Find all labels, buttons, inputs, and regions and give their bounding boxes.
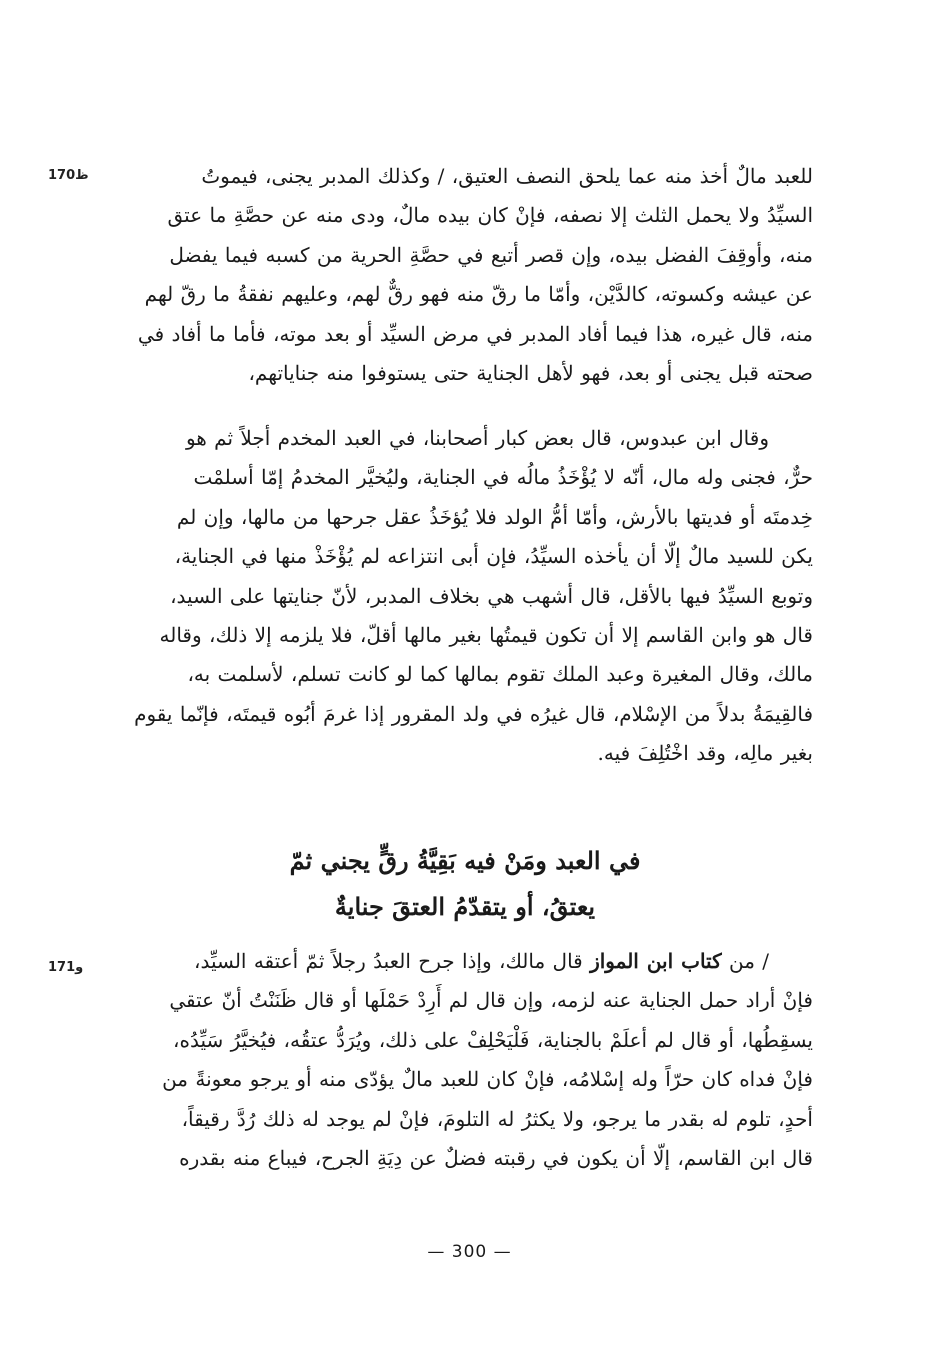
text-line: فإنْ أراد حمل الجناية عنه لزمه، وإن قال لم أَرِدْ حَمْلَها أو قال ظَنَنْتُ أنّ عتقي — [169, 988, 813, 1013]
section-heading — [117, 838, 813, 930]
text-line: قال ابن القاسم، إلّا أن يكون في رقبته فضلٌ عن دِيَةِ الجرح، فيباع منه بقدره — [179, 1146, 813, 1171]
text-line: منه، وأوقِفَ الفضل بيده، وإن قصر أتبع في حصَّةِ الحرية من كسبه فيما يفضل — [169, 242, 813, 267]
page-number: — 300 — — [427, 1242, 512, 1262]
heading-line: في العبد ومَنْ فيه بَقِيَّةُ رقٍّ يجني ثمّ — [289, 846, 641, 875]
text-segment: قال مالك، وإذا جرح العبدُ رجلاً ثمّ أعتقه السيِّد، — [193, 949, 591, 973]
text-line: مالك، وقال المغيرة وعبد الملك تقوم بمالها كما لو كانت تسلم، لأسلمت به، — [187, 662, 813, 687]
margin-folio-note: 170ظ — [48, 168, 89, 183]
text-segment: / من — [721, 949, 769, 973]
text-line: فإنْ فداه كان حرّاً وله إسْلامُه، فإنْ كان للعبد مالٌ يؤدّى منه أو يرجو معونةً من — [162, 1067, 813, 1092]
text-line: أحدٍ، تلوم له بقدر ما يرجو، ولا يكثرُ له التلومَ، فإنْ لم يوجد له ذلك رُدَّ رقيقاً، — [181, 1106, 813, 1131]
text-line: خِدمتَه أو فديتها بالأرش، وأمّا أمُّ الولد فلا يُؤخَذُ عقل جرحها من مالها، وإن لم — [176, 504, 813, 529]
text-line: عن عيشه وكسوته، كالدَّيْن، وأمّا ما رقّ منه فهو رقٌّ لهم، وعليهم نفقةُ ما رقّ لهم — [144, 282, 813, 307]
heading-line: يعتقُ، أو يتقدّمُ العتقَ جنايةٌ — [334, 892, 596, 921]
margin-folio-note: 171و — [48, 960, 84, 975]
paragraph-2 — [117, 419, 813, 774]
text-line: منه، قال غيره، هذا فيما أفاد المدبر في مرض السيِّد أو بعد موته، فأما ما أفاد في — [137, 321, 813, 346]
text-line: للعبد مالٌ أخذ منه عما يلحق النصف العتيق، / وكذلك المدبر يجنى، فيموتُ — [201, 164, 813, 188]
text-line: فالقِيمَةُ بدلاً من الإسْلام، قال غيرُه في ولد المقرور إذا غرمَ أبُوه قيمتَه، فإنّما يقوم — [134, 701, 813, 726]
text-line: يكن للسيد مالٌ إلّا أن يأخذه السيِّدُ، فإن أبى انتزاعه لم يُؤْخَذْ منها في الجناية، — [174, 544, 813, 569]
paragraph-1 — [117, 157, 813, 393]
text-line: بغير مالِه، وقد اخْتُلِفَ فيه. — [597, 741, 813, 766]
paragraph-3 — [117, 942, 813, 1178]
text-line: السيِّدُ ولا يحمل الثلث إلا نصفه، فإنْ كان بيده مالٌ، ودى منه عن حصَّةِ ما عتق — [167, 203, 813, 228]
text-line: قال هو وابن القاسم إلا أن تكون قيمتُها بغير مالها أقلّ، فلا يلزمه إلا ذلك، وقاله — [159, 623, 813, 648]
source-title: كتاب ابن المواز — [590, 949, 722, 973]
text-line: يسقِطُها، أو قال لم أعلَمْ بالجناية، فَلْيَحْلِفْ على ذلك، ويُرَدُّ عتقُه، فيُخيَّرُ سَيِّدُه، — [173, 1027, 813, 1052]
text-line: حرٌّ، فجنى وله مال، أنّه لا يُؤْخَذُ مالُه في الجناية، وليُخيَّر المخدمُ إمّا أسلمْت — [193, 465, 813, 490]
text-line: وتوبع السيِّدُ فيها بالأقل، قال أشهب هي بخلاف المدبر، لأنّ جنايتها على السيد، — [170, 583, 813, 608]
text-line: وقال ابن عبدوس، قال بعض كبار أصحابنا، في العبد المخدم أجلاً ثم هو — [185, 426, 769, 450]
text-line — [117, 942, 813, 981]
text-line: صحته قبل يجنى أو بعد، فهو لأهل الجناية حتى يستوفوا منه جناياتهم، — [248, 361, 813, 386]
